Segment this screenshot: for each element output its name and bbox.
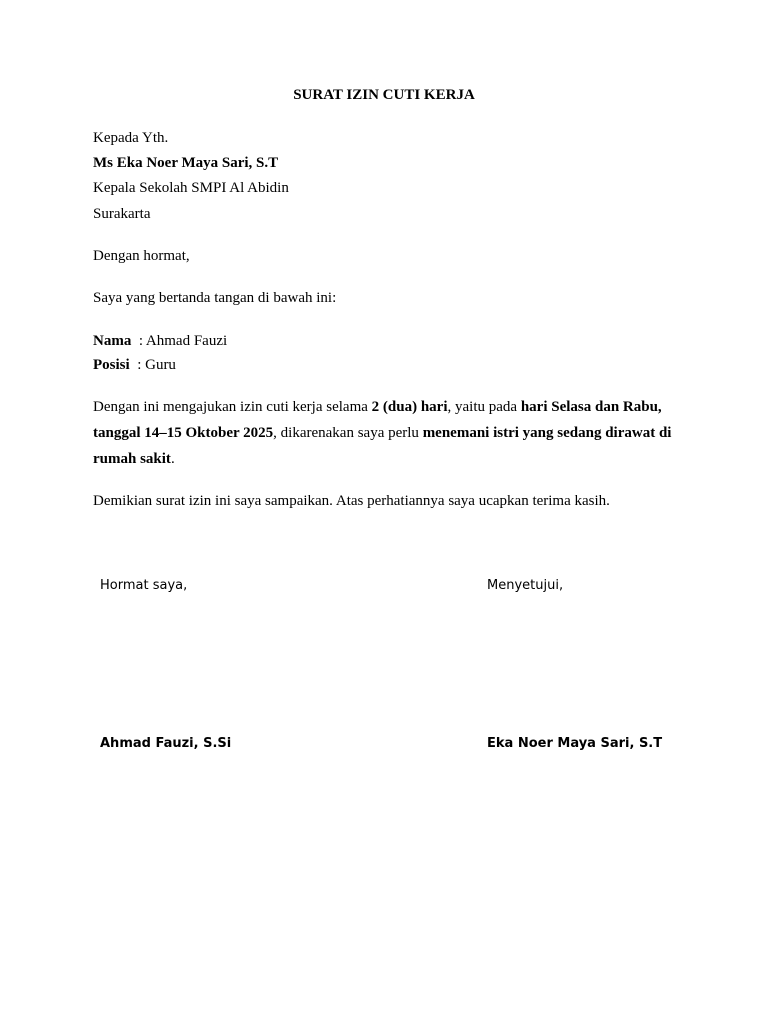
recipient-city: Surakarta xyxy=(93,206,151,222)
body-text: Dengan ini mengajukan izin cuti kerja selama xyxy=(93,399,372,415)
body-text: . xyxy=(170,451,175,467)
body-text: , yaitu pada xyxy=(447,399,521,415)
signature-left-name: Ahmad Fauzi, S.Si xyxy=(100,736,232,751)
field-row-position xyxy=(93,355,176,375)
field-value: : Ahmad Fauzi xyxy=(138,333,228,349)
signature-left-label: Hormat saya, xyxy=(100,578,188,593)
field-row-name xyxy=(93,331,227,351)
field-value: : Guru xyxy=(137,357,176,373)
recipient-position: Kepala Sekolah SMPI Al Abidin xyxy=(93,180,289,196)
signature-right-name: Eka Noer Maya Sari, S.T xyxy=(487,736,663,751)
body-text: , dikarenakan saya perlu xyxy=(273,425,423,441)
leave-reason: menemani istri yang sedang dirawat di rumah sakit xyxy=(93,425,672,467)
leave-dates: hari Selasa dan Rabu, tanggal 14–15 Oktober 2025 xyxy=(93,399,662,441)
letter-title: SURAT IZIN CUTI KERJA xyxy=(293,87,475,103)
recipient-salutation: Kepada Yth. xyxy=(93,130,169,146)
signature-right-label: Menyetujui, xyxy=(487,578,564,593)
field-label: Nama xyxy=(93,333,132,349)
body-paragraph xyxy=(93,394,673,472)
recipient-name: Ms Eka Noer Maya Sari, S.T xyxy=(93,155,279,171)
greeting: Dengan hormat, xyxy=(93,248,190,264)
field-label: Posisi xyxy=(93,357,130,373)
leave-duration: 2 (dua) hari xyxy=(371,399,448,415)
intro-text: Saya yang bertanda tangan di bawah ini: xyxy=(93,290,337,306)
closing-text: Demikian surat izin ini saya sampaikan. Atas perhatiannya saya ucapkan terima kasih. xyxy=(93,493,610,509)
